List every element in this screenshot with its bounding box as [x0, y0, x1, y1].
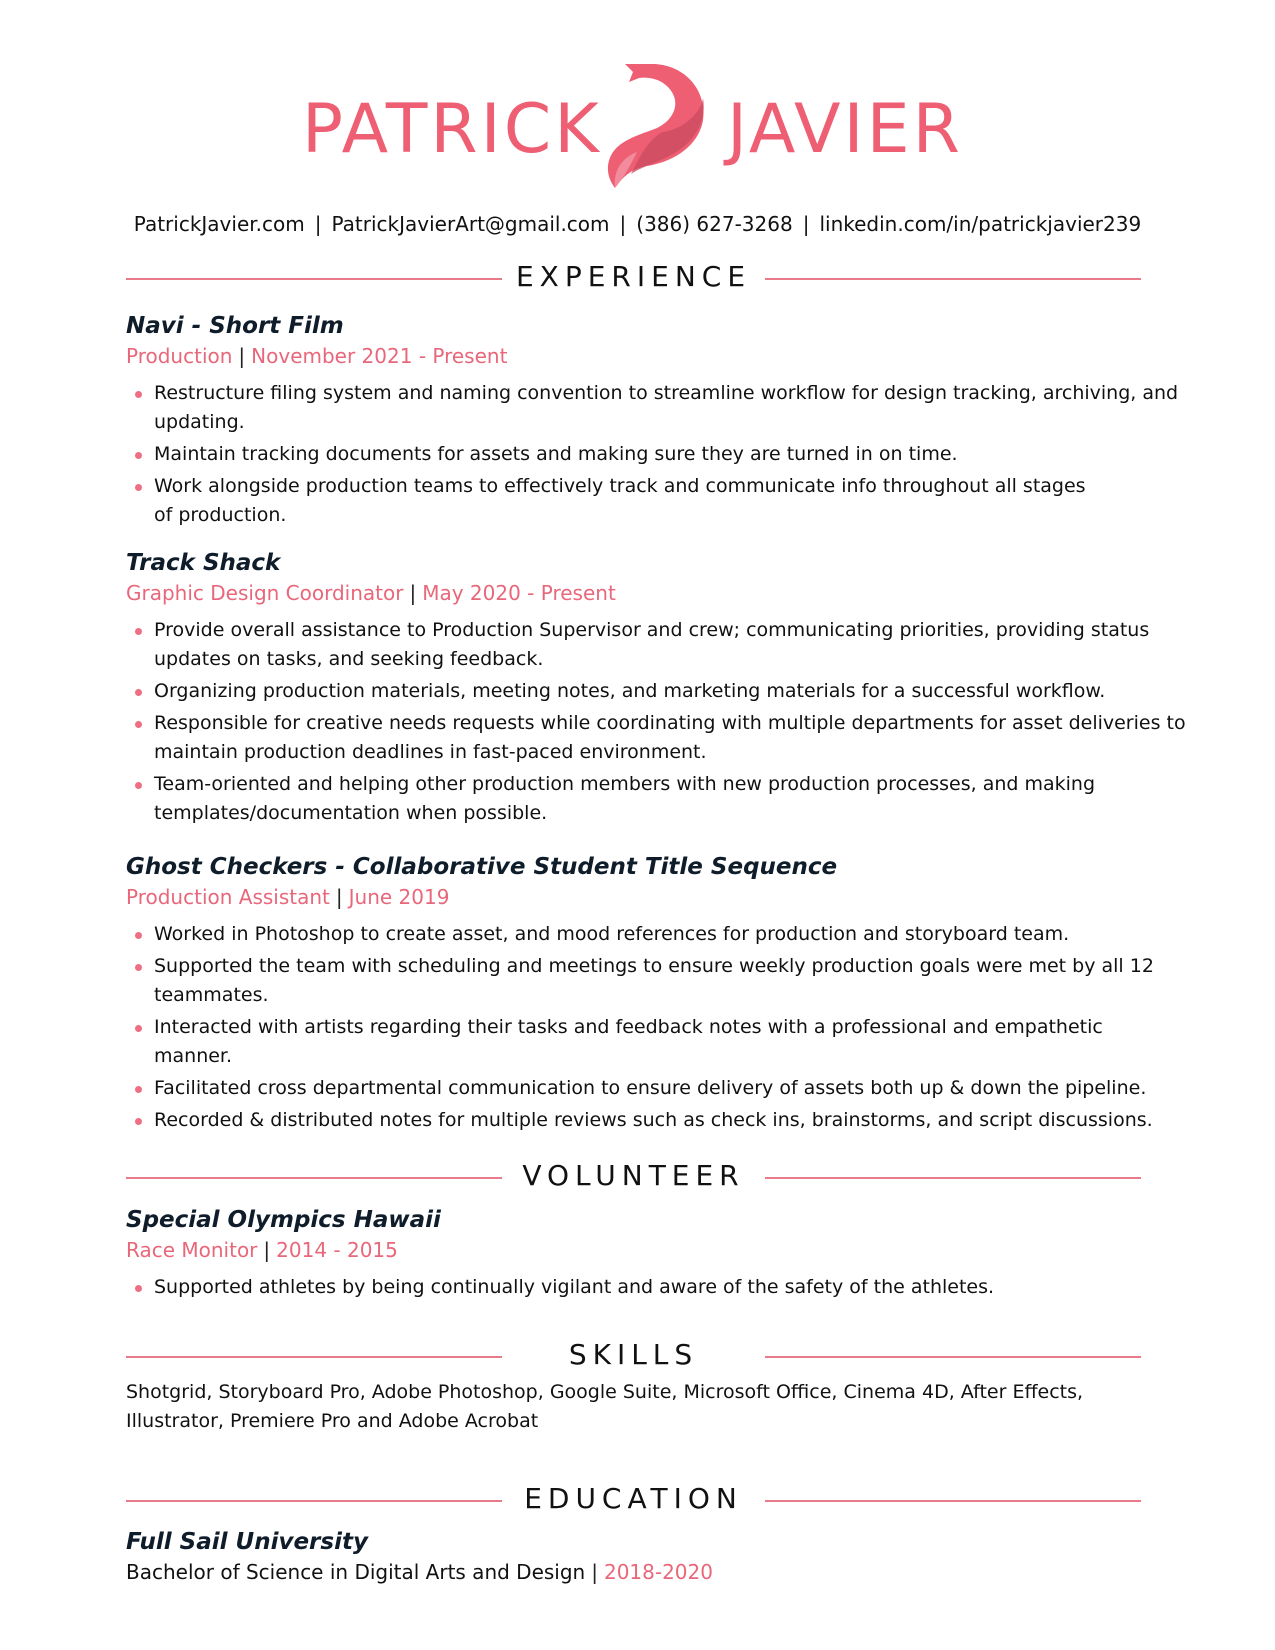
- job-role: Production: [126, 344, 233, 368]
- volunteer-dates: 2014 - 2015: [276, 1238, 398, 1262]
- job-meta: [126, 341, 1186, 371]
- contact-line: [0, 212, 1275, 236]
- job-title: Ghost Checkers - Collaborative Student Title Sequence: [126, 854, 838, 880]
- job-title: Navi - Short Film: [126, 313, 344, 339]
- meta-separator: |: [238, 344, 246, 368]
- list-item: Recorded & distributed notes for multiple reviews such as check ins, brainstorms, and script discussions.: [126, 1106, 1186, 1135]
- list-item: Organizing production materials, meeting notes, and marketing materials for a successful workflow.: [126, 677, 1186, 706]
- list-item: Supported the team with scheduling and meetings to ensure weekly production goals were met by all 12 teammates.: [126, 952, 1186, 1010]
- list-item: Provide overall assistance to Production Supervisor and crew; communicating priorities, providing status updates on tasks, and seeking feedback.: [126, 616, 1186, 674]
- job-title: Track Shack: [126, 550, 281, 576]
- job-track-shack: [126, 548, 1186, 831]
- contact-separator: |: [314, 212, 322, 236]
- list-item: Restructure filing system and naming convention to streamline workflow for design tracking, archiving, and updating.: [126, 379, 1186, 437]
- volunteer-role: Race Monitor: [126, 1238, 258, 1262]
- divider: [765, 1500, 1141, 1502]
- list-item: Responsible for creative needs requests while coordinating with multiple departments for asset deliveries to maintain production deadlines in fast-paced environment.: [126, 709, 1186, 767]
- school-name: Full Sail University: [126, 1529, 368, 1555]
- first-name: PATRICK: [302, 90, 602, 169]
- website-link[interactable]: PatrickJavier.com: [133, 212, 305, 236]
- skills-list: Shotgrid, Storyboard Pro, Adobe Photoshop, Google Suite, Microsoft Office, Cinema 4D, After Effects, Illustrator, Premiere Pro and Adobe Acrobat: [126, 1381, 1084, 1432]
- list-item: Supported athletes by being continually vigilant and aware of the safety of the athletes.: [126, 1273, 1186, 1302]
- job-role: Production Assistant: [126, 885, 330, 909]
- divider: [765, 278, 1141, 280]
- list-item: Maintain tracking documents for assets and making sure they are turned in on time.: [126, 440, 1186, 469]
- meta-separator: |: [335, 885, 343, 909]
- education-heading: [126, 1480, 1141, 1520]
- job-navi: [126, 311, 1186, 533]
- section-title: EXPERIENCE: [515, 260, 752, 293]
- job-ghost-checkers: [126, 852, 1186, 1138]
- name-header: [0, 62, 1275, 192]
- list-item: Worked in Photoshop to create asset, and mood references for production and storyboard team.: [126, 920, 1186, 949]
- volunteer-meta: [126, 1235, 1186, 1265]
- section-title: SKILLS: [568, 1338, 699, 1371]
- job-dates: November 2021 - Present: [251, 344, 508, 368]
- volunteer-title: Special Olympics Hawaii: [126, 1207, 441, 1233]
- divider: [765, 1356, 1141, 1358]
- job-role: Graphic Design Coordinator: [126, 581, 404, 605]
- degree: Bachelor of Science in Digital Arts and Design: [126, 1560, 586, 1584]
- job-bullets: [126, 616, 1186, 828]
- meta-separator: |: [409, 581, 417, 605]
- job-bullets: [126, 920, 1186, 1135]
- education-entry: [126, 1527, 1186, 1587]
- fox-logo-icon: [603, 62, 715, 192]
- last-name: JAVIER: [727, 90, 963, 169]
- education-years: 2018-2020: [603, 1560, 713, 1584]
- job-meta: [126, 882, 1186, 912]
- contact-separator: |: [619, 212, 627, 236]
- divider: [126, 1356, 502, 1358]
- job-bullets: [126, 379, 1186, 530]
- email-link[interactable]: PatrickJavierArt@gmail.com: [331, 212, 610, 236]
- job-dates: May 2020 - Present: [422, 581, 616, 605]
- volunteer-special-olympics: [126, 1205, 1186, 1305]
- contact-separator: |: [802, 212, 810, 236]
- section-title: EDUCATION: [524, 1482, 743, 1515]
- section-title: VOLUNTEER: [522, 1159, 745, 1192]
- list-item: Work alongside production teams to effectively track and communicate info throughout all stages of production.: [126, 472, 1186, 530]
- phone-number[interactable]: (386) 627-3268: [636, 212, 793, 236]
- divider: [765, 1177, 1141, 1179]
- meta-separator: |: [263, 1238, 271, 1262]
- list-item: Facilitated cross departmental communication to ensure delivery of assets both up & down the pipeline.: [126, 1074, 1186, 1103]
- list-item: Team-oriented and helping other production members with new production processes, and making templates/documentation when possible.: [126, 770, 1186, 828]
- volunteer-heading: [126, 1157, 1141, 1197]
- divider: [126, 1177, 502, 1179]
- job-dates: June 2019: [348, 885, 450, 909]
- divider: [126, 278, 502, 280]
- job-meta: [126, 578, 1186, 608]
- meta-separator: |: [591, 1560, 598, 1584]
- linkedin-link[interactable]: linkedin.com/in/patrickjavier239: [819, 212, 1142, 236]
- skills-heading: [126, 1336, 1141, 1376]
- degree-line: [126, 1557, 1186, 1587]
- experience-heading: [126, 258, 1141, 298]
- divider: [126, 1500, 502, 1502]
- list-item: Interacted with artists regarding their tasks and feedback notes with a professional and empathetic manner.: [126, 1013, 1186, 1071]
- volunteer-bullets: [126, 1273, 1186, 1302]
